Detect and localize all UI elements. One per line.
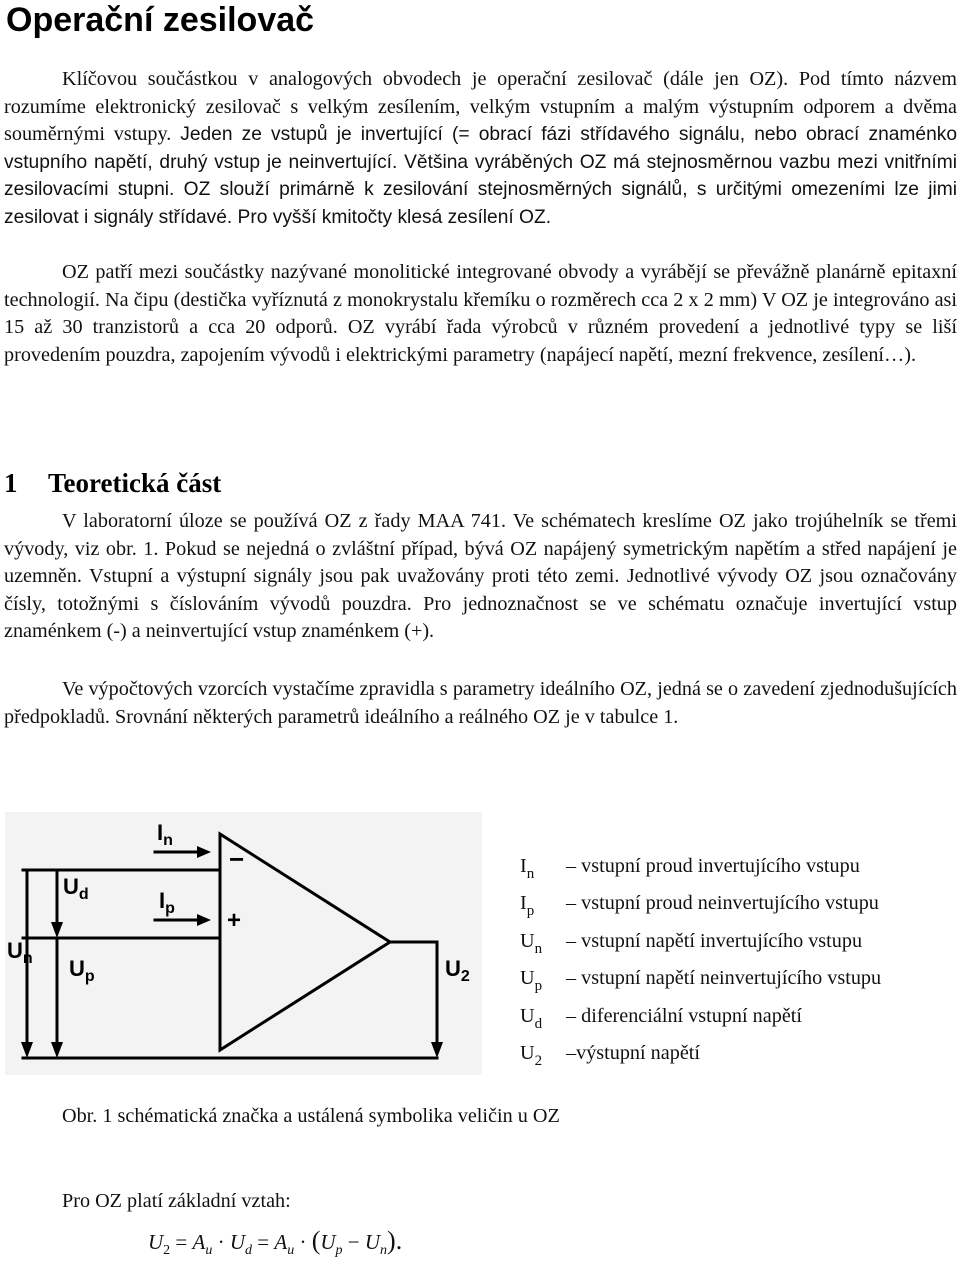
legend-item: $U_2$ –výstupní napětí xyxy=(520,1041,701,1069)
intro-paragraph-1-part-a: Klíčovou součástkou v analogových obvodech je operační zesilovač (dále jen OZ). Pod tímto názvem rozumíme elektronický zesilovač s velkým zesílením, velkým vstupním a malým výstupním odporem a dvěma souměrnými vstupy. xyxy=(4,68,957,146)
section-heading xyxy=(4,465,221,501)
opamp-schematic-figure xyxy=(5,812,482,1075)
section-paragraph-1: V laboratorní úloze se používá OZ z řady MAA 741. Ve schématech kreslíme OZ jako trojúhelník se třemi vývody, viz obr. 1. Pokud se nejedná o zvláštní případ, bývá OZ napájený symetrickým napětím a střed napájení je uzemněn. Vstupní a výstupní signály jsou pak uvažovány proti této zemi. Jednotlivé vývody OZ jsou označovány čísly, totožnými s číslováním vývodů pouzdra. Pro jednoznačnost se ve schématu označuje invertující vstup znaménkem (-) a neinvertující vstup znaménkem (+). xyxy=(4,510,957,643)
intro-paragraph-2: OZ patří mezi součástky nazývané monolitické integrované obvody a vyrábějí se převážně planárně epitaxní technologií. Na čipu (destička vyříznutá z monokrystalu křemíku o rozměrech cca 2 x 2 mm) V OZ je integrováno asi 15 až 30 tranzistorů a cca 20 odporů. OZ vyrábí řada výrobců v různém provedení a jednotlivé typy se liší provedením pouzdra, zapojením vývodů i elektrickými parametry (napájecí napětí, mezní frekvence, zesílení…). xyxy=(4,261,957,366)
legend-item: $I_n$ – vstupní proud invertujícího vstupu xyxy=(520,855,860,882)
intro-paragraph-1 xyxy=(4,66,957,232)
minus-sign: − xyxy=(229,844,245,874)
in-label: $I_n$ xyxy=(157,820,173,849)
up-arrowhead xyxy=(51,1042,63,1058)
un-arrowhead xyxy=(21,1042,33,1058)
formula-intro: Pro OZ platí základní vztah: xyxy=(62,1190,291,1212)
ip-label: $I_p$ xyxy=(159,888,175,917)
in-arrowhead xyxy=(197,846,211,858)
opamp-schematic xyxy=(5,812,482,1075)
page-title: Operační zesilovač xyxy=(6,1,315,39)
figure-caption: Obr. 1 schématická značka a ustálená symbolika veličin u OZ xyxy=(62,1105,560,1127)
legend-item: $U_p$ – vstupní napětí neinvertujícího vstupu xyxy=(520,967,882,995)
ud-label: $U_d$ xyxy=(63,874,89,903)
u2-arrowhead xyxy=(431,1042,443,1058)
legend-item: $U_d$ – diferenciální vstupní napětí xyxy=(520,1004,803,1032)
up-label: $U_p$ xyxy=(69,956,95,985)
symbol-legend xyxy=(520,848,881,1072)
legend-item: $I_p$ – vstupní proud neinvertujícího vstupu xyxy=(520,892,879,920)
formula: $U_2 = A_u \cdot U_d = A_u \cdot (U_p - U_n)$. xyxy=(148,1226,403,1258)
u2-label: $U_2$ xyxy=(445,956,470,985)
legend-item: $U_n$ – vstupní napětí invertujícího vstupu xyxy=(520,929,863,957)
ud-arrowhead xyxy=(51,922,63,938)
un-label: $U_n$ xyxy=(7,938,33,967)
plus-sign: + xyxy=(227,907,242,934)
section-number: 1 xyxy=(4,468,18,498)
section-paragraph-2: Ve výpočtových vzorcích vystačíme zpravidla s parametry ideálního OZ, jedná se o zavedení zjednodušujících předpokladů. Srovnání některých parametrů ideálního a reálného OZ je v tabulce 1. xyxy=(4,678,957,728)
section-title: Teoretická část xyxy=(48,468,222,498)
ip-arrowhead xyxy=(197,914,211,926)
intro-paragraph-1-part-b: Jeden ze vstupů je invertující (= obrací fázi střídavého signálu, nebo obrací znaménko vstupního napětí, druhý vstup je neinvertující. Většina vyráběných OZ má stejnosměrnou vazbu mezi vnitřními zesilovacími stupni. OZ slouží primárně k zesilování stejnosměrných signálů, s určitými omezeními lze jimi zesilovat i signály střídavé. Pro vyšší kmitočty klesá zesílení OZ. xyxy=(4,124,958,228)
opamp-triangle xyxy=(220,834,390,1050)
